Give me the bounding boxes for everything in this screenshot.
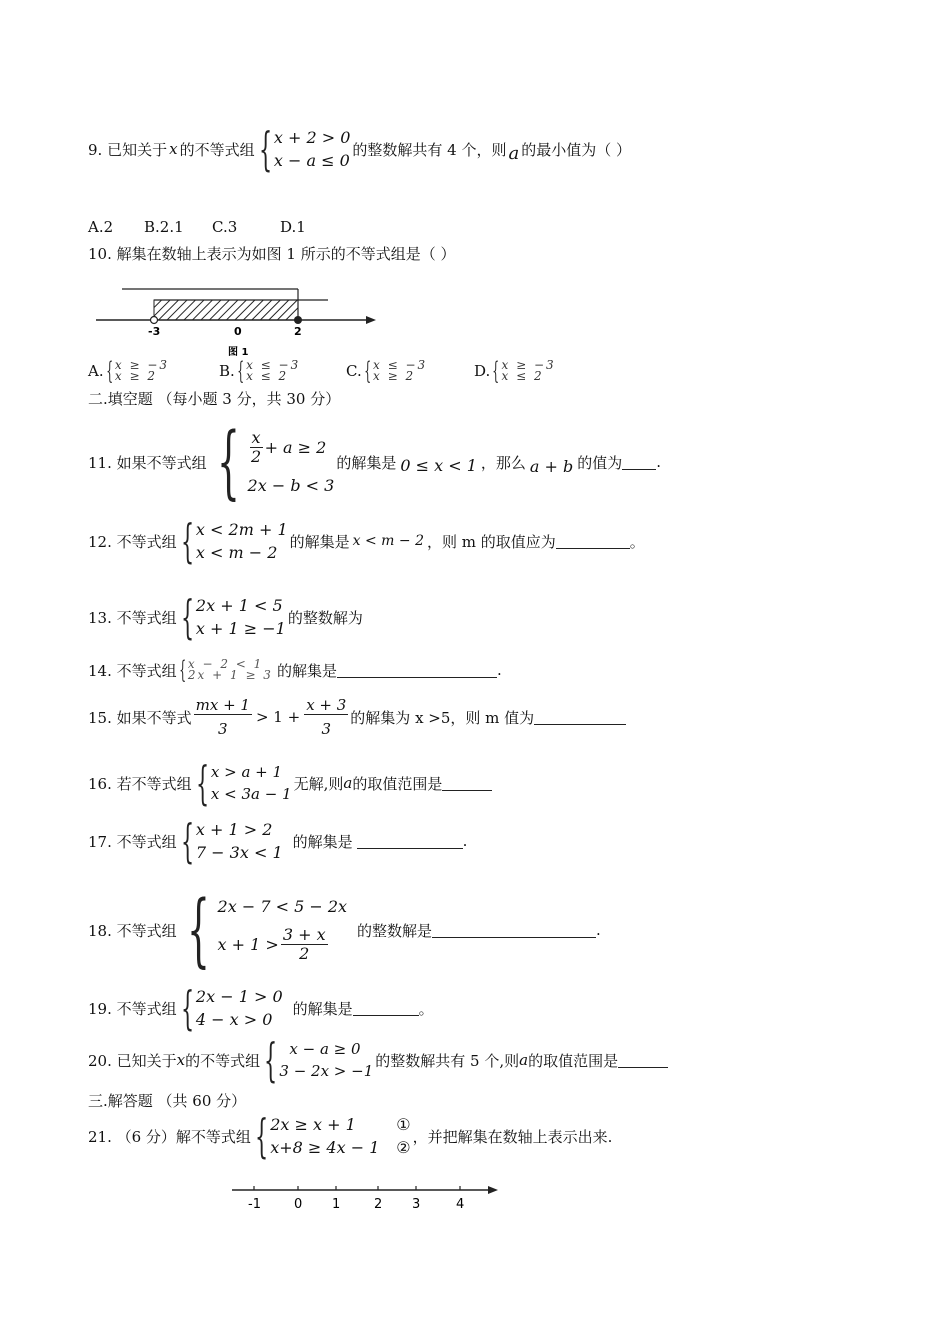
q9-option-b[interactable]: B.2.1	[144, 218, 184, 236]
q20-mid: 的不等式组	[185, 1051, 261, 1070]
axis-tick-label: 3	[412, 1197, 421, 1212]
hatched-region	[154, 300, 298, 320]
question-21	[88, 1109, 613, 1163]
q10-option-a[interactable]: A. { x ≥ −3 x ≥ 2	[88, 357, 170, 385]
q11-system: { $\frac{x}{2}$ + a ≥ 2 2x − b < 3	[216, 415, 335, 508]
q16-system	[194, 756, 292, 810]
q16-suffix1: 无解,则	[293, 774, 344, 793]
tick-label-neg3: -3	[148, 325, 161, 338]
q10-option-c[interactable]: C. { x ≤ −3 x ≥ 2	[346, 357, 428, 385]
question-13	[88, 590, 363, 644]
q20-system	[262, 1033, 374, 1087]
q16-var-a: a	[343, 774, 353, 792]
q19-row1: 2x − 1 > 0	[195, 987, 283, 1006]
q12-suffix: ，则 m 的取值应为	[426, 532, 556, 551]
q9-prefix: 9. 已知关于	[88, 140, 168, 159]
q18-suffix: 的整数解是	[357, 921, 433, 940]
open-point	[151, 317, 158, 324]
q15-mid: > 1 +	[255, 708, 301, 726]
q14-system: x − 2 < 1 2x + 1 ≥ 3	[187, 657, 273, 682]
axis-tick-label: 0	[294, 1197, 303, 1212]
q9-system	[257, 122, 351, 176]
q9-suffix1: 的整数解共有 4 个，则	[352, 140, 507, 159]
q9-option-a[interactable]: A.2	[88, 218, 114, 236]
q15-prefix: 15. 如果不等式	[88, 708, 192, 727]
q21-row1: 2x ≥ x + 1	[270, 1115, 356, 1134]
brace-icon: {	[105, 357, 113, 385]
q16-row2: x < 3a − 1	[210, 785, 292, 803]
brace-icon: {	[254, 1109, 269, 1163]
q12-row1: x < 2m + 1	[195, 520, 288, 539]
q9-row2: x − a ≤ 0	[273, 151, 350, 170]
question-14: 14. 不等式组 { x − 2 < 1 2x + 1 ≥ 3 的解集是 .	[88, 656, 502, 684]
q18-answer-blank[interactable]	[432, 923, 596, 938]
brace-icon: {	[195, 756, 209, 810]
axis-tick-label: -1	[248, 1197, 261, 1212]
brace-icon: {	[186, 883, 210, 976]
q9-var-x: x	[169, 140, 178, 158]
brace-icon: {	[180, 981, 194, 1035]
q20-row1: x − a ≥ 0	[289, 1040, 361, 1058]
q19-row2: 4 − x > 0	[195, 1010, 273, 1029]
q12-system	[179, 514, 288, 568]
q20-suffix1: 的整数解共有 5 个,则	[375, 1051, 520, 1070]
q20-row2: 3 − 2x > −1	[279, 1062, 374, 1080]
section-3-heading: 三.解答题 （共 60 分）	[88, 1092, 247, 1110]
q11-row1-rest: + a ≥ 2	[264, 438, 327, 457]
q21-system	[253, 1109, 411, 1163]
q9-options	[88, 218, 306, 236]
q20-var-a: a	[519, 1051, 529, 1069]
q21-number-line	[228, 1180, 508, 1214]
brace-icon: {	[180, 814, 194, 868]
q13-suffix: 的整数解为	[287, 608, 363, 627]
q21-prefix: 21. （6 分）解不等式组	[88, 1127, 251, 1146]
q11-mid: 的解集是	[336, 453, 397, 472]
q13-prefix: 13. 不等式组	[88, 608, 177, 627]
q18-row1: 2x − 7 < 5 − 2x	[217, 897, 348, 917]
question-16	[88, 756, 492, 810]
q19-prefix: 19. 不等式组	[88, 999, 177, 1018]
q14-answer-blank[interactable]	[337, 663, 497, 678]
q21-suffix: ，并把解集在数轴上表示出来.	[412, 1127, 613, 1146]
question-9	[88, 122, 632, 176]
q15-frac2: $\frac{x + 3}{3}$	[306, 696, 347, 738]
q9-row1: x + 2 > 0	[273, 128, 351, 147]
question-17: 17. 不等式组 { x + 1 > 2 7 − 3x < 1 的解集是 .	[88, 814, 468, 868]
closed-point	[294, 316, 302, 324]
q15-suffix: 的解集为 x >5，则 m 值为	[350, 708, 535, 727]
q17-row1: x + 1 > 2	[195, 820, 273, 839]
q9-mid: 的不等式组	[179, 140, 255, 159]
q16-row1: x > a + 1	[210, 763, 283, 781]
q16-answer-blank[interactable]	[442, 776, 492, 791]
q13-row2: x + 1 ≥ −1	[195, 619, 286, 638]
brace-icon: {	[264, 1033, 278, 1087]
q12-mid: 的解集是	[289, 532, 350, 551]
q15-frac1: $\frac{mx + 1}{3}$	[195, 696, 250, 738]
q17-suffix: 的解集是	[292, 832, 353, 851]
q9-suffix2: 的最小值为（ ）	[521, 140, 632, 159]
question-12: 12. 不等式组 { x < 2m + 1 x < m − 2 的解集是 x < m − 2 ，则 m 的取值应为 。	[88, 514, 645, 568]
q17-prefix: 17. 不等式组	[88, 832, 177, 851]
q11-row2: 2x − b < 3	[247, 475, 335, 495]
brace-icon: {	[178, 656, 186, 684]
q10-option-d[interactable]: D. { x ≥ −3 x ≤ 2	[474, 357, 556, 385]
axis-tick-label: 4	[456, 1197, 465, 1212]
question-18: 18. 不等式组 { 2x − 7 < 5 − 2x x + 1 > $\frac{3 + x}{2}$ 的整数解是 .	[88, 883, 601, 976]
q13-system	[179, 590, 286, 644]
brace-icon: {	[236, 357, 244, 385]
q19-answer-blank[interactable]	[353, 1001, 419, 1016]
question-20	[88, 1033, 668, 1087]
q10-text: 10. 解集在数轴上表示为如图 1 所示的不等式组是（ ）	[88, 245, 456, 263]
section-2-heading: 二.填空题 （每小题 3 分，共 30 分）	[88, 390, 341, 408]
q11-expr: a + b	[529, 456, 574, 476]
q17-row2: 7 − 3x < 1	[195, 843, 283, 862]
brace-icon: {	[216, 415, 240, 508]
q16-suffix2: 的取值范围是	[352, 774, 443, 793]
q17-answer-blank[interactable]	[357, 834, 463, 849]
q10-options	[88, 359, 556, 383]
q21-row2-mark: ②	[396, 1138, 411, 1157]
q9-option-c[interactable]: C.3	[212, 218, 238, 236]
q19-suffix: 的解集是	[292, 999, 353, 1018]
brace-icon: {	[180, 590, 194, 644]
q13-row1: 2x + 1 < 5	[195, 596, 283, 615]
q11-answer-blank[interactable]	[622, 455, 656, 470]
brace-icon: {	[492, 357, 500, 385]
axis-tick-label: 1	[332, 1197, 341, 1212]
axis-arrow-icon	[366, 316, 376, 324]
brace-icon: {	[180, 514, 194, 568]
q17-system	[179, 814, 283, 868]
q12-prefix: 12. 不等式组	[88, 532, 177, 551]
q11-mid2: ，那么	[480, 453, 526, 472]
q11-solution: 0 ≤ x < 1	[400, 455, 477, 475]
q12-answer-blank[interactable]	[556, 534, 630, 549]
q12-solution: x < m − 2	[352, 533, 424, 549]
q15-answer-blank[interactable]	[534, 710, 626, 725]
q14-suffix: 的解集是	[276, 661, 337, 680]
q16-prefix: 16. 若不等式组	[88, 774, 192, 793]
axis-arrow-icon	[488, 1186, 498, 1194]
question-10	[88, 243, 455, 264]
brace-icon: {	[258, 122, 272, 176]
brace-icon: {	[363, 357, 371, 385]
q20-suffix2: 的取值范围是	[528, 1051, 619, 1070]
q20-var-x: x	[176, 1051, 186, 1069]
axis-tick-label: 2	[374, 1197, 383, 1212]
q11-suffix: 的值为	[577, 453, 623, 472]
q20-answer-blank[interactable]	[618, 1053, 668, 1068]
number-line-figure-1	[94, 282, 384, 362]
q12-row2: x < m − 2	[195, 543, 278, 562]
figure-caption: 图 1	[228, 347, 249, 358]
tick-label-0: 0	[234, 325, 242, 338]
question-15	[88, 697, 626, 737]
q18-prefix: 18. 不等式组	[88, 921, 177, 940]
q9-var-a: a	[508, 142, 520, 164]
q18-row2-left: x + 1 >	[217, 935, 279, 954]
tick-label-2: 2	[294, 325, 302, 338]
question-19: 19. 不等式组 { 2x − 1 > 0 4 − x > 0 的解集是 。	[88, 981, 434, 1035]
q18-system: { 2x − 7 < 5 − 2x x + 1 > $\frac{3 + x}{2}$	[186, 883, 348, 976]
q14-prefix: 14. 不等式组	[88, 661, 177, 680]
q21-row2: x+8 ≥ 4x − 1	[270, 1138, 380, 1157]
q21-row1-mark: ①	[396, 1115, 411, 1134]
q9-option-d[interactable]: D.1	[280, 218, 306, 236]
question-11: 11. 如果不等式组 { $\frac{x}{2}$ + a ≥ 2 2x − b < 3 的解集是 0 ≤ x < 1 ，那么 a + b 的值为 .	[88, 415, 662, 508]
q11-prefix: 11. 如果不等式组	[88, 453, 207, 472]
q10-option-b[interactable]: B. { x ≤ −3 x ≤ 2	[219, 357, 301, 385]
q19-system	[179, 981, 283, 1035]
q20-prefix: 20. 已知关于	[88, 1051, 177, 1070]
